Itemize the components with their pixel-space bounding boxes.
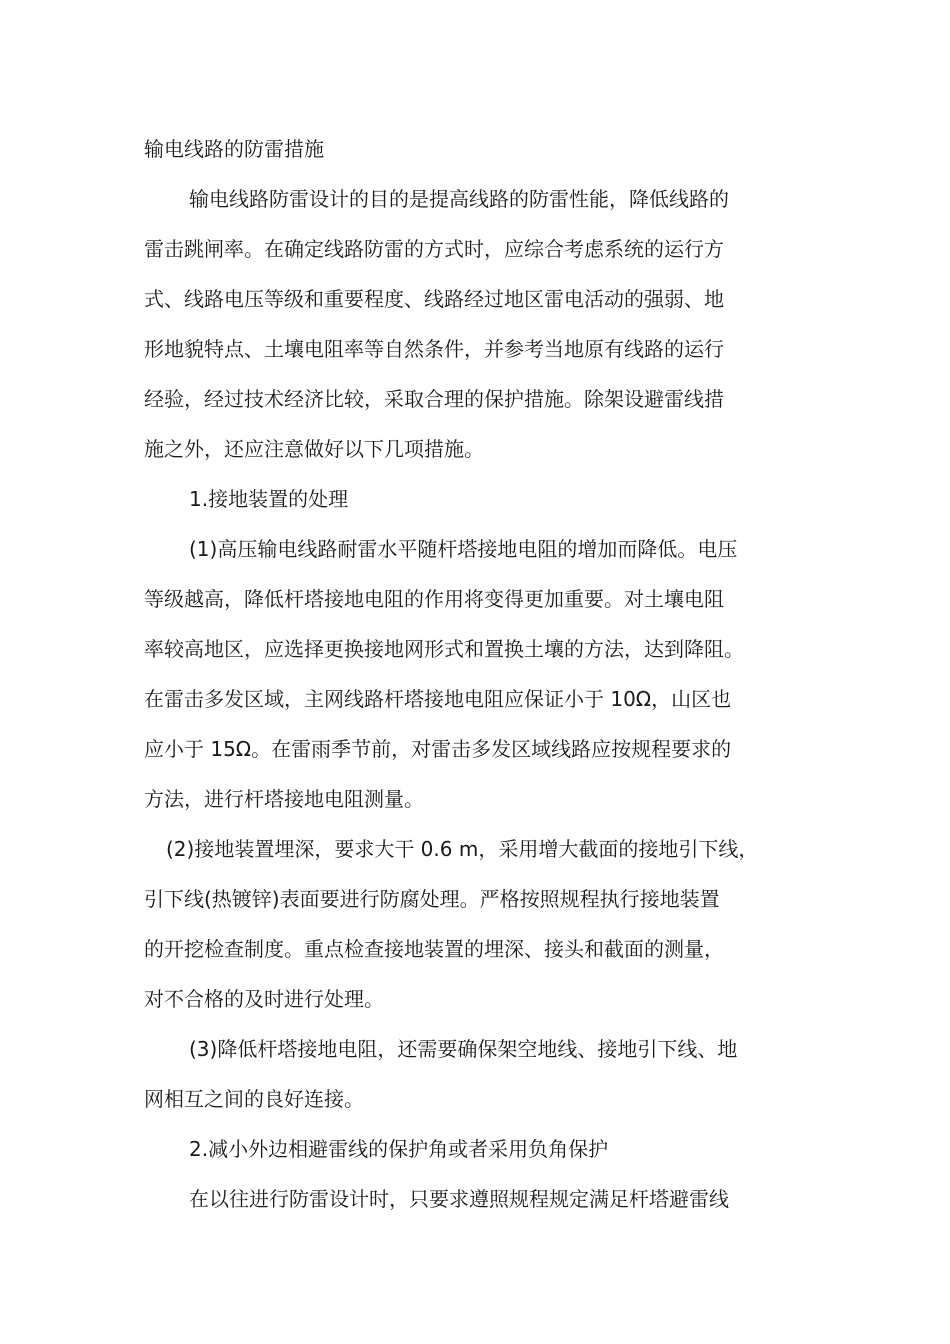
paragraph-line: 输电线路防雷设计的目的是提高线路的防雷性能，降低线路的 xyxy=(189,187,729,211)
paragraph-line: 网相互之间的良好连接。 xyxy=(144,1087,364,1111)
paragraph-line: 在以往进行防雷设计时，只要求遵照规程规定满足杆塔避雷线 xyxy=(189,1187,729,1211)
paragraph-line: 雷击跳闸率。在确定线路防雷的方式时，应综合考虑系统的运行方 xyxy=(144,237,724,261)
paragraph-line: 形地貌特点、土壤电阻率等自然条件，并参考当地原有线路的运行 xyxy=(144,337,724,361)
section-heading: 2.减小外边相避雷线的保护角或者采用负角保护 xyxy=(189,1137,609,1161)
paragraph-line: 在雷击多发区域，主网线路杆塔接地电阻应保证小于 10Ω，山区也 xyxy=(144,687,732,711)
paragraph-line: 方法，进行杆塔接地电阻测量。 xyxy=(144,787,424,811)
paragraph-line: 引下线(热镀锌)表面要进行防腐处理。严格按照规程执行接地装置 xyxy=(144,887,720,911)
paragraph-line: (3)降低杆塔接地电阻，还需要确保架空地线、接地引下线、地 xyxy=(189,1037,738,1061)
paragraph-line: 的开挖检查制度。重点检查接地装置的埋深、接头和截面的测量， xyxy=(144,937,724,961)
paragraph-line: 应小于 15Ω。在雷雨季节前，对雷击多发区域线路应按规程要求的 xyxy=(144,737,732,761)
section-heading: 1.接地装置的处理 xyxy=(189,487,349,511)
paragraph-line: 式、线路电压等级和重要程度、线路经过地区雷电活动的强弱、地 xyxy=(144,287,724,311)
paragraph-line: 施之外，还应注意做好以下几项措施。 xyxy=(144,437,484,461)
paragraph-line: 率较高地区，应选择更换接地网形式和置换土壤的方法，达到降阻。 xyxy=(144,637,744,661)
paragraph-line: 对不合格的及时进行处理。 xyxy=(144,987,384,1011)
paragraph-line: 经验，经过技术经济比较，采取合理的保护措施。除架设避雷线措 xyxy=(144,387,724,411)
paragraph-line: (2)接地装置埋深，要求大干 0.6 m，采用增大截面的接地引下线， xyxy=(166,837,759,861)
paragraph-line: 等级越高，降低杆塔接地电阻的作用将变得更加重要。对土壤电阻 xyxy=(144,587,724,611)
document-title: 输电线路的防雷措施 xyxy=(144,137,324,161)
paragraph-line: (1)高压输电线路耐雷水平随杆塔接地电阻的增加而降低。电压 xyxy=(189,537,738,561)
